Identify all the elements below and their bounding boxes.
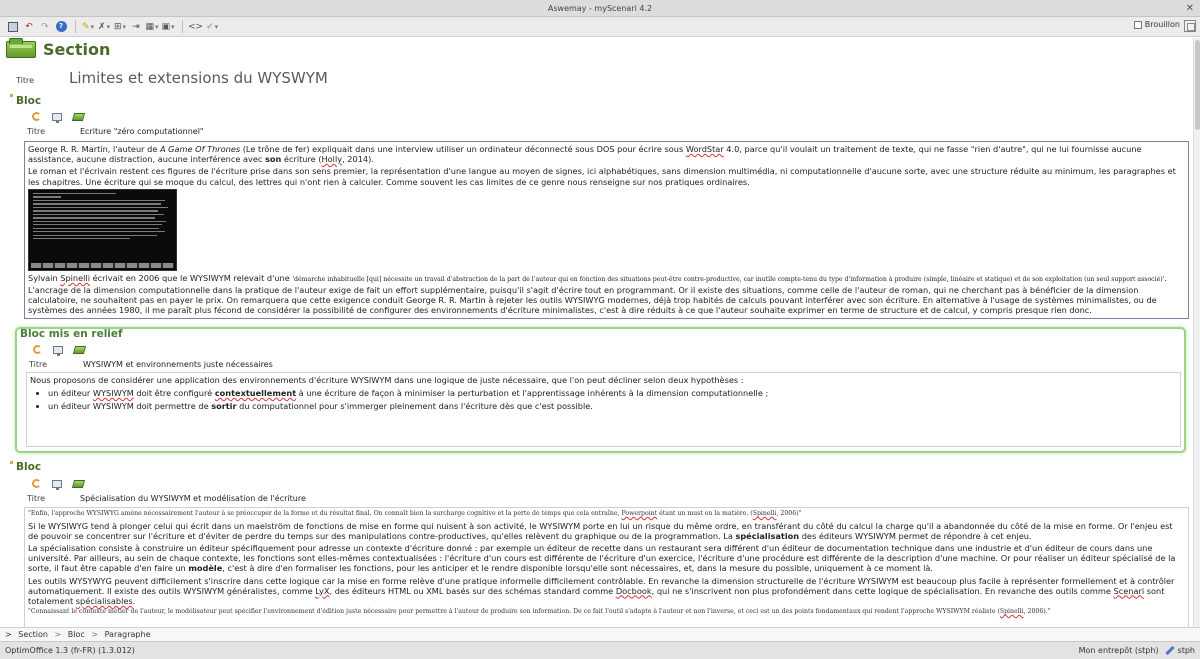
block-marker: [10, 461, 13, 464]
save-icon: [8, 22, 18, 32]
table-button[interactable]: ▦ ▾: [145, 19, 159, 35]
preview-icon[interactable]: [52, 113, 62, 121]
block3-content[interactable]: [24, 507, 1189, 627]
paragraph[interactable]: Si le WYSIWYG tend à plonger celui qui écrit dans un maelström de fonctions de mise en forme qui nuisent à son activité, le WYSIWYM porte en lui un risque du même ordre, en transférant du côté du calcul la charge qu'il a abandonnée du côté de la mise en forme. Or l'enjeu est de pouvoir se concentrer sur l'écriture et d'éviter de perdre du temps sur des manipulations contre-productives, qu'elles relèvent du graphique ou de la programmation. La spécialisation des éditeurs WYSIWYM permet de répondre à cet enjeu.: [28, 520, 1173, 541]
paragraph[interactable]: Sylvain Spinelli écrivait en 2006 que le WYSIWYM relevait d'une 'démarche inhabituelle [qui] nécessite un travail d'abstraction de la part de l'auteur qui en fonction des situations peut-être contre-productive, car inutile compte-tenu du type d'information à produire (simple, linéaire et statique) et de son exploitation (un seul support associé)'. L'ancrage de la dimension computationnelle dans la pratique de l'auteur exige de fait un effort supplémentaire, puisqu'il s'agit d'écrire tout en programmant. Or il existe des situations, comme celle de l'auteur de roman, qui ne cherchant pas à bénéficier de la dimension calculatoire, ne souhaitent pas en payer le prix. On remarquera que cette exigence conduit George R. R. Martin à rejeter les outils WYSIWYG modernes, déjà trop habités de calculs pouvant interférer avec son écriture. En alternative à l'usage de systèmes minimalistes, ou de systèmes des années 1980, il me paraît plus fécond de considérer la possibilité de configurer des environnements d'écriture minimalistes, c'est à dire réduits à ce que l'auteur souhaite exprimer en terme de structure et de calcul, y compris presque rien donc.: [28, 272, 1168, 316]
scrollbar-thumb[interactable]: [1195, 40, 1200, 130]
draft-toggle[interactable]: [1134, 20, 1180, 29]
section-header: [6, 39, 110, 59]
vertical-scrollbar[interactable]: [1193, 38, 1200, 627]
block1-title-label: Titre: [27, 127, 46, 136]
breadcrumb-lead: >: [5, 630, 12, 639]
save-button[interactable]: [6, 19, 20, 35]
help-button[interactable]: [54, 19, 68, 35]
section-title-field[interactable]: Limites et extensions du WYSWYM: [69, 69, 328, 87]
book-icon[interactable]: [72, 113, 85, 121]
block1-toolbar: [32, 112, 84, 121]
image-button[interactable]: ▣ ▾: [161, 19, 175, 35]
user-label[interactable]: stph: [1177, 646, 1195, 655]
help-icon: ?: [56, 21, 67, 32]
breadcrumb: [0, 627, 1200, 641]
highlighted-block: [15, 327, 1186, 453]
draft-label: Brouillon: [1144, 20, 1180, 29]
indent-button[interactable]: ⇥: [132, 21, 140, 32]
breadcrumb-item[interactable]: Paragraphe: [104, 630, 151, 639]
undo-button[interactable]: ↶: [25, 21, 33, 32]
dos-screenshot-image[interactable]: [28, 189, 177, 271]
main-toolbar: [0, 17, 1200, 37]
block2-toolbar: [33, 345, 85, 354]
paragraph[interactable]: La spécialisation consiste à construire un éditeur spécifiquement pour adresse un contexte d'écriture donné : par exemple un éditeur de recette dans un restaurant sera différent d'un éditeur de documentation technique dans une industrie et d'un éditeur de cours dans une université. Par ailleurs, au sein de chaque contexte, les fonctions sont elles-mêmes contextualisées : l'écriture d'un cours est différente de l'écriture d'un exercice, l'écriture d'une procédure est différente de la description d'une machine. Or pour réaliser un éditeur spécialisé de la sorte, il faut être capable d'en faire un modèle, c'est à dire d'en formaliser les fonctions, pour les anticiper et le rendre disponible lorsqu'elle sont nécessaires, et, dans la mesure du possible, uniquement à ce moment là.: [28, 542, 1176, 574]
draft-checkbox[interactable]: [1134, 21, 1142, 29]
breadcrumb-item[interactable]: Section: [18, 630, 48, 639]
block1-title-field[interactable]: Ecriture "zéro computationnel": [80, 127, 204, 136]
window-titlebar: [0, 0, 1200, 17]
window-title: Aswemay - myScenari 4.2: [547, 4, 653, 13]
repository-label[interactable]: Mon entrepôt (stph): [1078, 646, 1159, 655]
editor-area: [0, 38, 1193, 627]
tag-button[interactable]: <>: [188, 21, 204, 32]
block3-title-field[interactable]: Spécialisation du WYSIWYM et modélisation de l'écriture: [80, 494, 306, 503]
section-icon: [6, 41, 36, 58]
section-title-label: Titre: [16, 76, 35, 85]
breadcrumb-separator: >: [54, 630, 62, 639]
pen-icon: [1165, 646, 1174, 655]
toolbar-separator: [182, 20, 183, 33]
block3-toolbar: [32, 479, 84, 488]
paragraph[interactable]: Les outils WYSYWYG peuvent difficilement s'inscrire dans cette logique car la mise en forme relève d'une pratique informelle difficilement contrôlable. En revanche la dimension structurelle de l'écriture WYSIWYM est beaucoup plus facile à représenter formellement et à contrôler automatiquement. Il existe des outils WYSIWYM généralistes, comme LyX, des éditeurs HTML ou XML basés sur des schémas standard comme Docbook, qui ne s'inscrivent non plus profondément dans cette logique de spécialisation. En revanche des outils comme Scenari sont totalement spécialisables.: [28, 575, 1175, 606]
paragraph[interactable]: George R. R. Martin, l'auteur de A Game Of Thrones (Le trône de fer) expliquait dans une interview utiliser un ordinateur déconnecté sous DOS pour écrire sous WordStar 4.0, parce qu'il voulait un traitement de texte, qui ne fasse "rien d'autre", qui ne lui fournisse aucune assistance, aucune distraction, aucune interférence avec son écriture (Holly, 2014).: [28, 144, 1142, 165]
book-icon[interactable]: [73, 346, 86, 354]
hypothesis-list: [48, 387, 1177, 413]
quote-paragraph[interactable]: "Connaissant le contexte métier de l'auteur, le modélisateur peut spécifier l'environnement d'édition juste nécessaire pour permettre à l'auteur de produire son information. De ce fait l'outil s'adapte à l'auteur et non l'inverse, et ceci est un des points fondamentaux qui rendent l'approche WYSIWYM réaliste (Spinelli, 2006).": [28, 608, 1051, 616]
list-item[interactable]: • un éditeur WYSIWYM doit permettre de sortir du computationnel pour s'immerger pleinement dans l'écriture dès que c'est possible.: [48, 400, 1177, 413]
insert-block-button[interactable]: ⊞ ▾: [113, 19, 127, 35]
block3-label: Bloc: [16, 461, 42, 473]
paragraph[interactable]: Nous proposons de considérer une application des environnements d'écriture WYSIWYM dans une logique de juste nécessaire, que l'on peut décliner selon deux hypothèses :: [30, 375, 744, 385]
paragraph[interactable]: Le roman et l'écrivain restent ces figures de l'écriture prise dans son sens premier, la représentation d'une langue au moyen de signes, ici alphabétiques, sans dimension multimédia, ni computationnelle d'aucune sorte, avec une structure réduite au minimum, les paragraphes et les chapitres. Une écriture qui se moque du calcul, des lettres qui n'ont rien à calculer. Comme souvent les cas limites de ce genre nous renseigne sur nos pratiques ordinaires.: [28, 166, 1176, 187]
highlight-button[interactable]: ✎ ▾: [81, 19, 95, 35]
preview-icon[interactable]: [52, 480, 62, 488]
close-icon[interactable]: ✕: [1185, 3, 1194, 14]
section-heading: Section: [43, 39, 111, 59]
breadcrumb-separator: >: [91, 630, 99, 639]
spellcheck-button[interactable]: ✔ ▾: [205, 19, 219, 35]
remove-format-button[interactable]: ✗ ▾: [97, 19, 111, 35]
refresh-icon[interactable]: [33, 345, 42, 354]
block3-title-label: Titre: [27, 494, 46, 503]
block2-content[interactable]: [26, 372, 1181, 447]
block1-content[interactable]: [24, 141, 1189, 319]
block-marker: [10, 94, 13, 97]
list-item[interactable]: • un éditeur WYSIWYM doit être configuré contextuellement à une écriture de façon à minimiser la perturbation et l'apprentissage inhérents à la dimension computationnelle ;: [48, 387, 1177, 400]
refresh-icon[interactable]: [32, 479, 41, 488]
status-bar: [0, 641, 1200, 659]
refresh-icon[interactable]: [32, 112, 41, 121]
block2-title-label: Titre: [29, 360, 48, 369]
quote-paragraph[interactable]: "Enfin, l'approche WYSIWYG amène nécessairement l'auteur à se préoccuper de la forme et du résultat final. On connaît bien la surcharge cognitive et la perte de temps que cela entraîne, Powerpoint étant un must en la matière. (Spinelli, 2006)": [28, 510, 802, 517]
redo-button[interactable]: ↷: [41, 21, 49, 32]
book-icon[interactable]: [72, 480, 85, 488]
panel-toggle-icon[interactable]: [1184, 20, 1196, 32]
block1-label: Bloc: [16, 95, 42, 107]
block2-title-field[interactable]: WYSIWYM et environnements juste nécessaires: [83, 360, 273, 369]
toolbar-separator: [75, 20, 76, 33]
block2-label: Bloc mis en relief: [20, 328, 123, 340]
preview-icon[interactable]: [53, 346, 63, 354]
breadcrumb-item[interactable]: Bloc: [67, 630, 85, 639]
status-version: OptimOffice 1.3 (fr-FR) (1.3.012): [5, 646, 135, 655]
